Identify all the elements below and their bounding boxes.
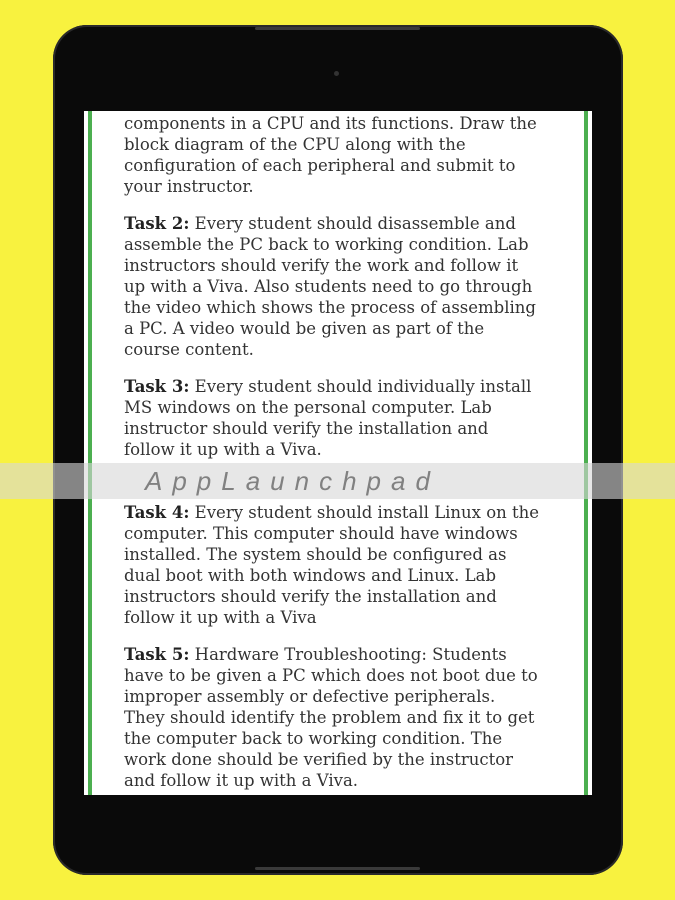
task-text: MS windows on the personal computer. Lab — [124, 398, 492, 417]
task-line — [124, 376, 564, 397]
task-paragraph — [124, 113, 564, 197]
task-text: components in a CPU and its functions. Draw the — [124, 114, 537, 133]
task-text: the computer back to working condition. The — [124, 729, 503, 748]
task-line — [124, 155, 564, 176]
task-label: Task 5: — [124, 645, 190, 664]
task-text: and follow it up with a Viva. — [124, 771, 359, 790]
task-line — [124, 213, 564, 234]
task-text: Every student should install Linux on the — [189, 503, 540, 522]
task-line — [124, 586, 564, 607]
task-line — [124, 134, 564, 155]
task-text: instructor should verify the installation and — [124, 419, 489, 438]
task-line — [124, 686, 564, 707]
task-line — [124, 665, 564, 686]
tablet-top-edge — [255, 27, 420, 30]
task-text: installed. The system should be configured as — [124, 545, 507, 564]
task-line — [124, 523, 564, 544]
task-line — [124, 749, 564, 770]
task-line — [124, 113, 564, 134]
task-text: improper assembly or defective peripherals. — [124, 687, 496, 706]
task-text: They should identify the problem and fix it to get — [124, 708, 535, 727]
task-text: computer. This computer should have windows — [124, 524, 518, 543]
camera-icon — [334, 71, 339, 76]
task-text: configuration of each peripheral and submit to — [124, 156, 516, 175]
task-paragraph — [124, 644, 564, 791]
task-text: instructors should verify the work and follow it — [124, 256, 519, 275]
task-line — [124, 297, 564, 318]
task-line — [124, 318, 564, 339]
task-text: assemble the PC back to working condition. Lab — [124, 235, 529, 254]
task-line — [124, 234, 564, 255]
screen[interactable] — [84, 111, 592, 795]
task-text: follow it up with a Viva. — [124, 440, 322, 459]
task-line — [124, 276, 564, 297]
task-text: the video which shows the process of assembling — [124, 298, 536, 317]
task-paragraph — [124, 213, 564, 360]
task-text: course content. — [124, 340, 254, 359]
task-label: Task 3: — [124, 377, 190, 396]
task-line — [124, 707, 564, 728]
task-text: Every student should individually install — [189, 377, 532, 396]
task-text: a PC. A video would be given as part of the — [124, 319, 485, 338]
task-line — [124, 770, 564, 791]
task-line — [124, 397, 564, 418]
task-line — [124, 255, 564, 276]
task-label: Task 2: — [124, 214, 190, 233]
task-text: block diagram of the CPU along with the — [124, 135, 466, 154]
task-label: Task 4: — [124, 503, 190, 522]
task-paragraph — [124, 502, 564, 628]
task-line — [124, 502, 564, 523]
task-line — [124, 339, 564, 360]
task-line — [124, 439, 564, 460]
watermark-logo: AppLaunchpad — [145, 466, 440, 496]
task-text: your instructor. — [124, 177, 254, 196]
task-text: have to be given a PC which does not boot due to — [124, 666, 538, 685]
left-green-border — [88, 111, 92, 795]
task-line — [124, 607, 564, 628]
task-line — [124, 728, 564, 749]
task-text: instructors should verify the installation and — [124, 587, 497, 606]
task-paragraph — [124, 376, 564, 460]
task-line — [124, 544, 564, 565]
task-line — [124, 418, 564, 439]
task-text: Hardware Troubleshooting: Students — [189, 645, 507, 664]
right-green-border — [584, 111, 588, 795]
task-text: up with a Viva. Also students need to go through — [124, 277, 533, 296]
task-line — [124, 644, 564, 665]
task-text: follow it up with a Viva — [124, 608, 317, 627]
task-text: Every student should disassemble and — [189, 214, 516, 233]
task-line — [124, 176, 564, 197]
task-text: dual boot with both windows and Linux. Lab — [124, 566, 497, 585]
tablet-bottom-edge — [255, 867, 420, 870]
task-content — [124, 113, 564, 795]
task-text: work done should be verified by the instructor — [124, 750, 514, 769]
task-line — [124, 565, 564, 586]
